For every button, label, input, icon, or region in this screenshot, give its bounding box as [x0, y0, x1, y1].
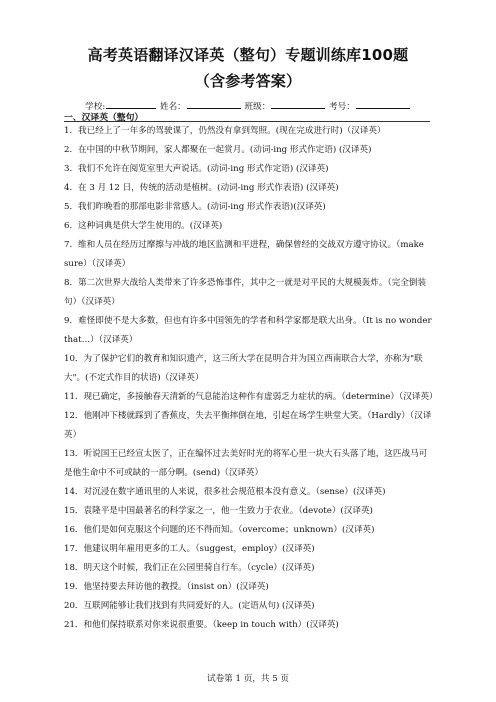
- question-item: 4．在 3 月 12 日，传统的活动是植树。(动词-ing 形式作表语) (汉译英): [64, 183, 339, 193]
- question-item: 15．袁隆平是中国最著名的科学家之一，他一生致力于农业。（devote）(汉译英): [64, 506, 373, 516]
- question-item: 18．明天这个时候，我们正在公园里骑自行车。（cycle）(汉译英): [64, 563, 315, 573]
- question-item: 1．我已经上了一年多的驾驶课了，仍然没有拿到驾照。(现在完成进行时)（汉译英）: [64, 126, 386, 136]
- section-heading: 一、汉译英（整句）: [64, 113, 144, 123]
- question-item: 11．现已确定，多接触春天清新的气息能治这种作有虚弱乏力症状的病。（determine）（汉译英）: [64, 392, 438, 402]
- question-item: 16．他们是如何克服这个问题的还不得而知。（overcome；unknown）(汉译英): [64, 525, 375, 535]
- question-item: 19．他坚持要去拜访他的教授。（insist on）(汉译英): [64, 582, 269, 592]
- class-label: 班级：: [244, 102, 271, 112]
- question-item: 8．第二次世界大战给人类带来了许多恐怖事件，其中之一就是对平民的大规模轰炸。（完全倒装句）（汉译英）: [64, 278, 427, 307]
- school-blank[interactable]: [106, 99, 156, 109]
- question-item: 20．互联网能够让我们找到有共同爱好的人。(定语从句) (汉译英): [64, 601, 315, 611]
- question-item: 2．在中国的中秋节期间，家人都聚在一起赏月。(动词-ing 形式作定语) (汉译英): [64, 145, 372, 155]
- name-blank[interactable]: [187, 99, 241, 109]
- question-item: 13．听说国王已经宣太医了，正在编怀过去美好时光的将军心里一块大石头落了地，这匹战马可是他生命中不可或缺的一部分啊。(send)（汉译英）: [64, 449, 428, 478]
- question-item: 14．对沉浸在数字通讯里的人来说，很多社会规范根本没有意义。（sense）(汉译英): [64, 487, 386, 497]
- question-item: 12．他刚冲下楼就踩到了香蕉皮，失去平衡摔倒在地，引起在场学生哄堂大笑。（Hardly）（汉译英）: [64, 411, 432, 440]
- exam-number-blank[interactable]: [356, 99, 410, 109]
- question-item: 17．他建议明年雇用更多的工人。（suggest，employ）(汉译英): [64, 544, 315, 554]
- exam-number-label: 考号：: [329, 102, 355, 112]
- document-title: 高考英语翻译汉译英（整句）专题训练库100题: [87, 46, 409, 64]
- question-item: 3．我们不允许在阅览室里大声说话。(动词-ing 形式作定语) (汉译英): [64, 164, 329, 174]
- school-label: 学校:: [85, 102, 106, 112]
- question-item: 6．这种词典是供大学生使用的。(汉译英): [64, 221, 223, 231]
- question-item: 10．为了保护它们的教育和知识遗产，这三所大学在昆明合并为国立西南联合大学，亦称为"联大"。(不定式作目的状语)（汉译英）: [64, 354, 423, 383]
- page-footer: 试卷第 1 页，共 5 页: [206, 674, 290, 684]
- name-label: 姓名：: [159, 102, 186, 112]
- document-subtitle: （含参考答案）: [194, 72, 302, 90]
- question-item: 7．维和人员在经历过摩擦与冲战的地区监测和平进程，确保曾经的交战双方遵守协议。（make sure）（汉译英）: [64, 240, 424, 269]
- class-blank[interactable]: [271, 99, 325, 109]
- question-item: 5．我们昨晚看的那部电影非常感人。(动词-ing 形式作表语)(汉译英): [64, 202, 326, 212]
- question-item: 9．难怪即使不是大多数，但也有许多中国领先的学者和科学家都是联大出身。（It is no wonder that…）（汉译英）: [64, 316, 432, 345]
- question-item: 21．和他们保持联系对你来说很重要。（keep in touch with）(汉译英): [64, 620, 339, 630]
- question-list: [64, 122, 438, 635]
